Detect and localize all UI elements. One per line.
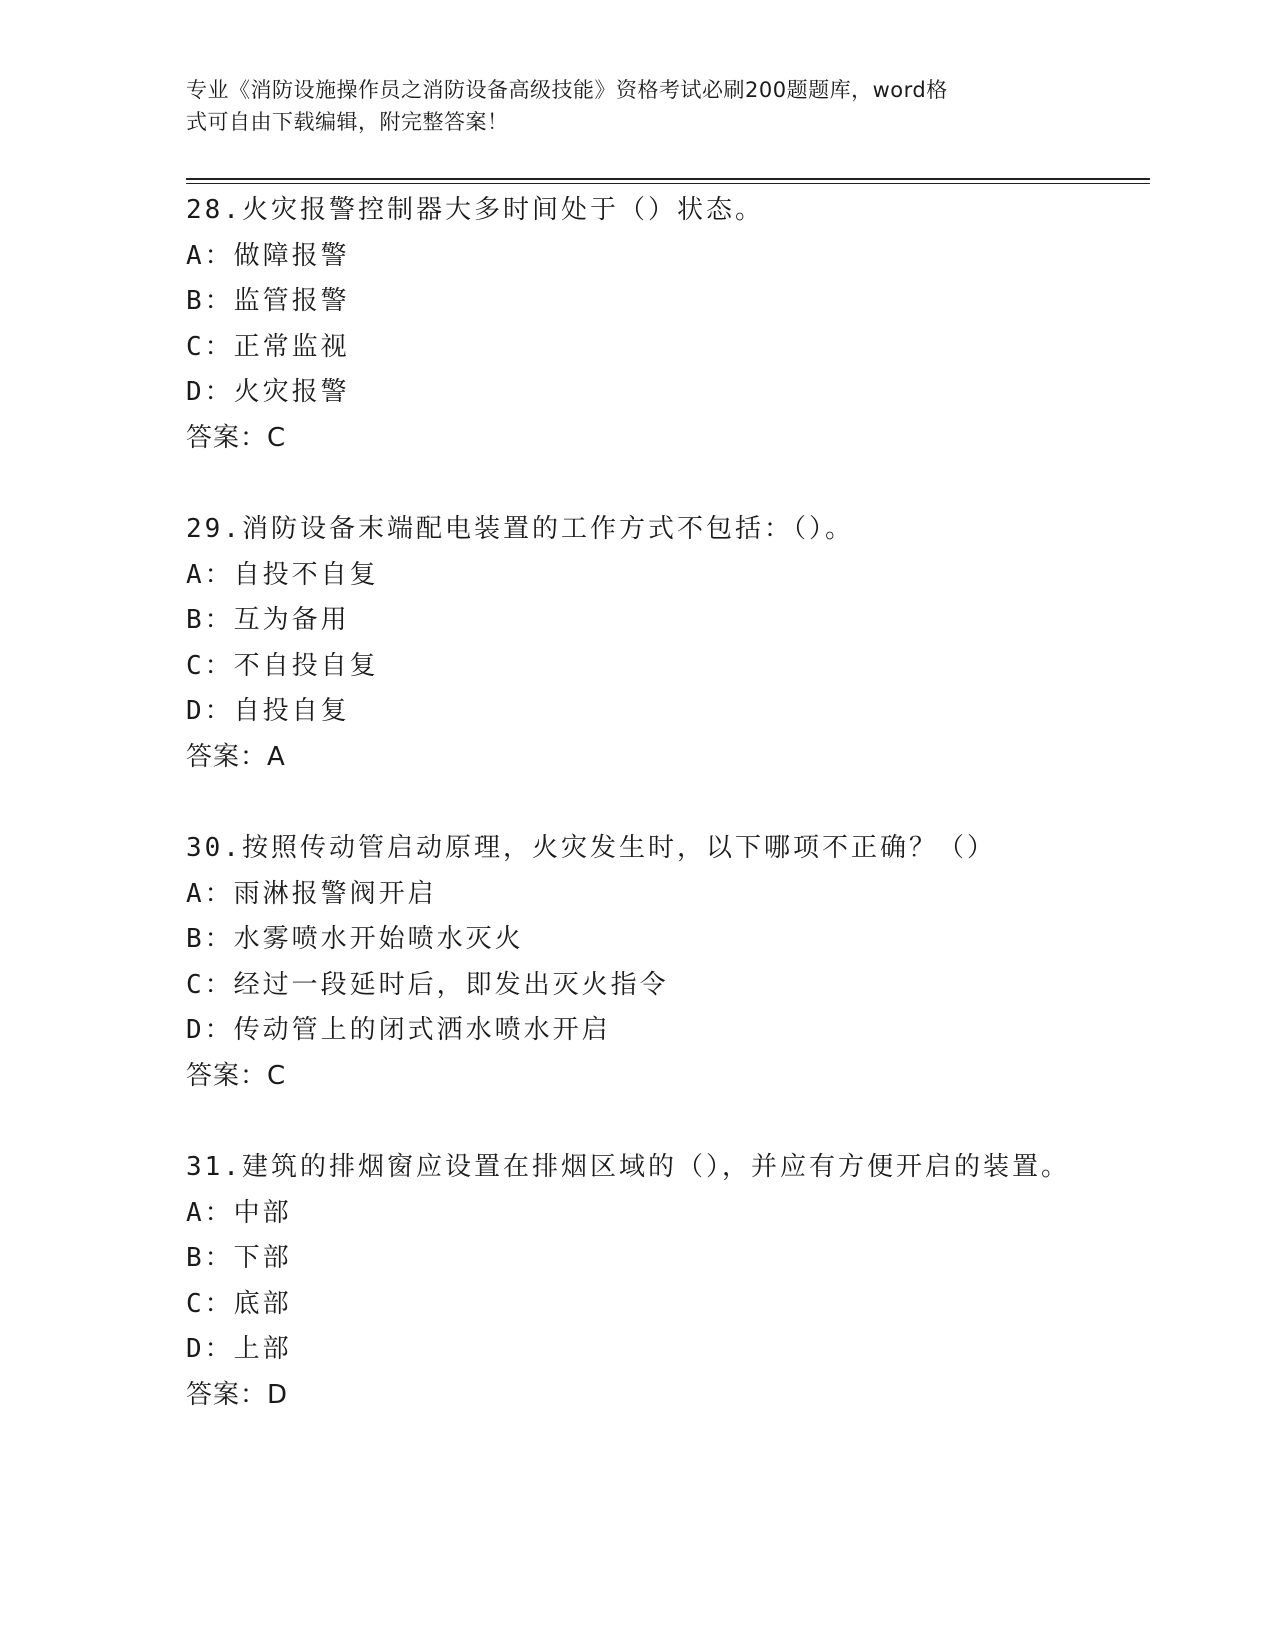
question-stem: 30.按照传动管启动原理，火灾发生时，以下哪项不正确？（） <box>186 833 996 863</box>
option-a: A：自投不自复 <box>186 559 379 590</box>
question-30 <box>186 826 1150 1099</box>
option-b: B：水雾喷水开始喷水灭火 <box>186 924 524 954</box>
answer-label: 答案：C <box>186 422 287 453</box>
question-31 <box>186 1145 1150 1418</box>
option-c: C：不自投自复 <box>186 650 379 681</box>
option-d: D：上部 <box>186 1334 292 1364</box>
document-header <box>186 74 1076 138</box>
option-c: C：正常监视 <box>186 331 350 362</box>
header-divider-thick <box>186 178 1150 180</box>
header-line-2: 式可自由下载编辑，附完整答案！ <box>186 110 509 134</box>
option-a: A：中部 <box>186 1197 292 1228</box>
question-stem: 29.消防设备末端配电装置的工作方式不包括：（）。 <box>186 514 854 544</box>
answer-label: 答案：D <box>186 1379 289 1410</box>
option-c: C：底部 <box>186 1288 292 1319</box>
answer-label: 答案：C <box>186 1060 287 1091</box>
question-29 <box>186 507 1150 780</box>
option-d: D：传动管上的闭式洒水喷水开启 <box>186 1015 611 1045</box>
option-b: B：下部 <box>186 1243 292 1273</box>
question-stem: 28.火灾报警控制器大多时间处于（）状态。 <box>186 195 764 225</box>
question-list <box>186 188 1150 1464</box>
option-d: D：火灾报警 <box>186 377 350 407</box>
question-stem: 31.建筑的排烟窗应设置在排烟区域的（），并应有方便开启的装置。 <box>186 1152 1070 1182</box>
option-c: C：经过一段延时后，即发出灭火指令 <box>186 969 669 1000</box>
question-28 <box>186 188 1150 461</box>
option-a: A：做障报警 <box>186 240 350 271</box>
header-line-1: 专业《消防设施操作员之消防设备高级技能》资格考试必刷200题题库，word格 <box>186 78 948 102</box>
option-b: B：互为备用 <box>186 605 350 635</box>
option-b: B：监管报警 <box>186 286 350 316</box>
header-divider-thin <box>186 183 1150 184</box>
answer-label: 答案：A <box>186 741 286 772</box>
option-d: D：自投自复 <box>186 696 350 726</box>
option-a: A：雨淋报警阀开启 <box>186 878 437 909</box>
